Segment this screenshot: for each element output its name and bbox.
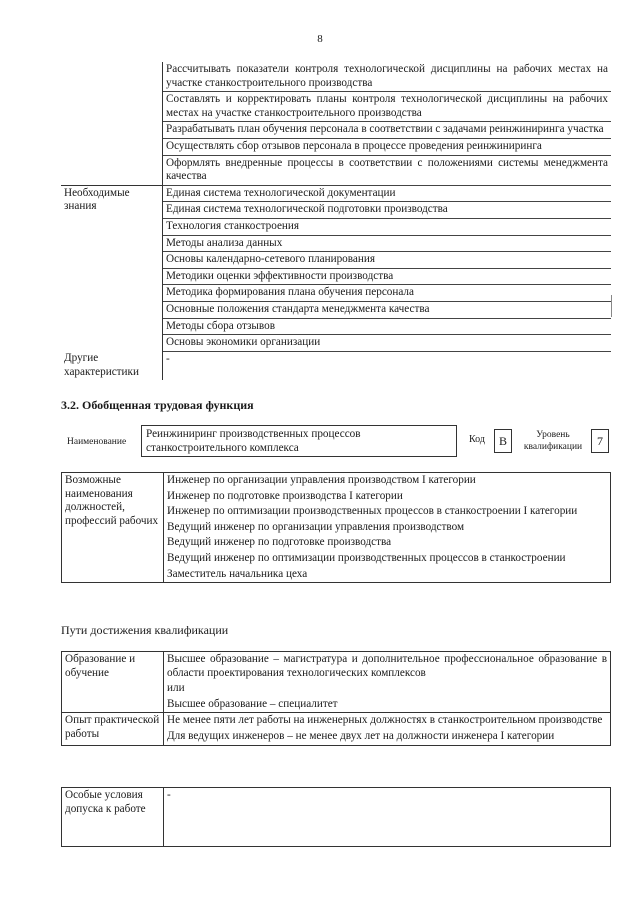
- code-value: B: [494, 429, 512, 453]
- experience-line: Для ведущих инженеров – не менее двух лет на должности инженера I категории: [167, 729, 555, 742]
- experience-label: Опыт практической работы: [62, 713, 164, 745]
- scan-artifact: [611, 295, 612, 317]
- knowledge-item: Основы экономики организации: [163, 335, 612, 352]
- knowledge-item: Методы анализа данных: [163, 235, 612, 252]
- code-label: Код: [469, 434, 485, 445]
- knowledge-item: Методы сбора отзывов: [163, 318, 612, 335]
- skill-item: Оформлять внедренные процессы в соответствии с положениями системы менеджмента качества: [163, 155, 612, 185]
- knowledge-item: Методики оценки эффективности производства: [163, 268, 612, 285]
- level-label: Уровень квалификации: [523, 430, 583, 452]
- position-item: Ведущий инженер по подготовке производства: [167, 536, 392, 549]
- level-value: 7: [591, 429, 609, 453]
- knowledge-item: Технология станкостроения: [163, 218, 612, 235]
- admission-value: -: [167, 789, 171, 801]
- other-value: -: [166, 352, 170, 365]
- position-item: Инженер по организации управления производством I категории: [167, 474, 476, 486]
- page-number: 8: [317, 33, 323, 45]
- knowledge-item: Единая система технологической документации: [163, 185, 612, 202]
- experience-line: Не менее пяти лет работы на инженерных должностях в станкостроительном производстве: [164, 713, 611, 729]
- knowledge-item: Основные положения стандарта менеджмента качества: [163, 301, 612, 318]
- education-line: Высшее образование – магистратура и дополнительное профессиональное образование в области проектирования технологических комплексов: [167, 653, 607, 679]
- knowledge-item: Единая система технологической подготовки производства: [163, 202, 612, 219]
- knowledge-label: Необходимые знания: [61, 185, 163, 351]
- position-item: Ведущий инженер по оптимизации производственных процессов в станкостроении: [167, 551, 566, 564]
- positions-label: Возможные наименования должностей, профессий рабочих: [62, 473, 164, 583]
- other-label: Другие характеристики: [61, 351, 163, 380]
- education-line: Высшее образование – специалитет: [167, 697, 338, 710]
- position-item: Инженер по подготовке производства I категории: [167, 489, 403, 502]
- skill-item: Осуществлять сбор отзывов персонала в процессе проведения реинжиниринга: [163, 138, 612, 155]
- qualification-paths-table: [61, 651, 611, 746]
- admission-table: [61, 787, 611, 847]
- knowledge-item: Основы календарно-сетевого планирования: [163, 252, 612, 269]
- skill-item: Рассчитывать показатели контроля технологической дисциплины на рабочих местах на участке станкостроительного производства: [163, 62, 612, 92]
- admission-label: Особые условия допуска к работе: [62, 788, 164, 847]
- section-heading: 3.2. Обобщенная трудовая функция: [61, 398, 254, 412]
- name-value: Реинжиниринг производственных процессов станкостроительного комплекса: [141, 425, 457, 457]
- education-label: Образование и обучение: [62, 652, 164, 713]
- skill-item: Составлять и корректировать планы контроля технологической дисциплины на рабочих местах на участке станкостроительного производства: [163, 92, 612, 122]
- education-line: или: [167, 682, 185, 695]
- position-item: Ведущий инженер по организации управления производством: [167, 520, 465, 533]
- function-name-row: [61, 425, 613, 459]
- position-item: Заместитель начальника цеха: [167, 567, 308, 580]
- position-item: Инженер по оптимизации производственных процессов в станкостроении I категории: [167, 505, 578, 518]
- skill-item: Разрабатывать план обучения персонала в соответствии с задачами реинжиниринга участка: [163, 122, 612, 139]
- paths-heading: Пути достижения квалификации: [61, 623, 229, 637]
- competency-table: [61, 62, 611, 380]
- name-label: Наименование: [67, 437, 127, 447]
- skills-label-cell: [61, 62, 163, 185]
- positions-table: [61, 472, 611, 583]
- knowledge-item: Методика формирования плана обучения персонала: [163, 285, 612, 302]
